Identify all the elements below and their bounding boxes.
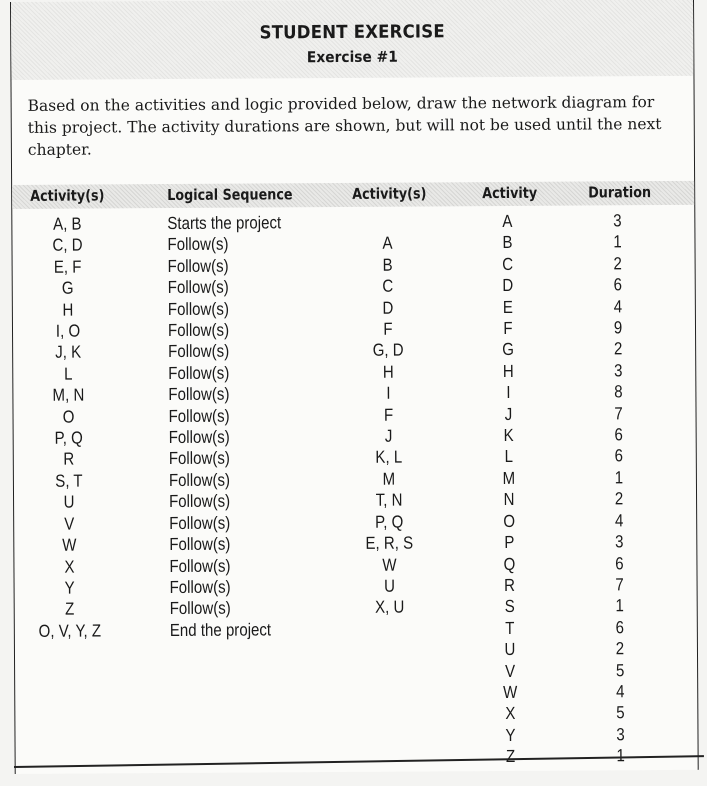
predecessor-cell: A: [382, 233, 393, 254]
activity-cell: D: [502, 275, 514, 296]
activity-cell: M: [502, 467, 516, 488]
activity-cell: W: [503, 681, 518, 702]
activity-cell: I: [506, 382, 511, 403]
predecessor-cell: K, L: [375, 447, 403, 468]
intro-paragraph: Based on the activities and logic provided below, draw the network diagram for this project. The activity durations are shown, but will not be used until the next chapter.: [27, 93, 662, 159]
duration-cell: 3: [616, 724, 625, 745]
logic-cell: End the project: [169, 619, 272, 640]
duration-cell: 1: [615, 595, 624, 616]
activity-cell: E: [502, 296, 513, 317]
exercise-header: [11, 0, 693, 80]
duration-cell: 1: [614, 467, 624, 488]
logic-cell: Follow(s): [169, 597, 231, 619]
activities-cell: M, N: [52, 384, 85, 405]
duration-cell: 4: [615, 681, 625, 702]
activities-cell: O, V, Y, Z: [38, 620, 102, 641]
duration-cell: 3: [614, 360, 623, 381]
logic-cell: Follow(s): [167, 255, 229, 276]
duration-cell: 6: [615, 616, 625, 638]
exercise-page: [10, 0, 699, 774]
predecessor-cell: J: [384, 425, 393, 446]
activities-cell: P, Q: [54, 427, 83, 448]
duration-cell: 7: [614, 402, 623, 423]
duration-column: [596, 210, 642, 767]
page-title: STUDENT EXERCISE: [259, 21, 445, 44]
predecessors-column: [344, 211, 432, 618]
duration-cell: 2: [613, 338, 623, 359]
predecessor-cell: F: [383, 318, 393, 339]
predecessor-cell: W: [382, 554, 397, 575]
activities-cell: V: [64, 513, 75, 534]
activities-cell: H: [62, 299, 74, 320]
activities-cell: Y: [64, 577, 75, 598]
logic-cell: Follow(s): [168, 448, 230, 469]
logic-cell: Follow(s): [169, 512, 231, 533]
activity-cell: Z: [505, 746, 516, 767]
duration-cell: 9: [613, 317, 623, 338]
logic-cell: Follow(s): [167, 319, 230, 341]
duration-cell: 1: [616, 745, 625, 766]
duration-cell: 2: [615, 638, 625, 659]
header-activity: Activity: [482, 183, 538, 203]
duration-cell: 1: [613, 231, 622, 252]
activities-column: [20, 213, 117, 642]
activities-cell: G: [61, 277, 74, 298]
activities-cell: C, D: [52, 234, 83, 256]
activity-cell: L: [504, 446, 514, 467]
activity-cell: V: [505, 660, 516, 681]
activity-cell: U: [504, 639, 516, 660]
duration-cell: 7: [615, 574, 624, 595]
logic-cell: Follow(s): [167, 276, 229, 298]
page-subtitle: Exercise #1: [306, 47, 398, 67]
activities-cell: R: [63, 449, 75, 470]
header-activities: Activity(s): [30, 186, 105, 205]
logic-cell: Follow(s): [169, 533, 231, 555]
activity-column: [477, 211, 541, 768]
activity-cell: T: [505, 617, 515, 638]
activities-cell: X: [64, 556, 75, 577]
duration-cell: 6: [614, 424, 623, 445]
duration-cell: 6: [614, 445, 624, 466]
duration-cell: 8: [614, 381, 623, 402]
duration-cell: 6: [613, 274, 622, 295]
activity-cell: X: [505, 703, 516, 724]
table-header-row: [12, 181, 694, 209]
activity-cell: Q: [503, 553, 516, 574]
duration-cell: 4: [614, 509, 624, 531]
activities-cell: U: [63, 491, 75, 512]
predecessor-cell: M: [382, 468, 396, 489]
activity-cell: C: [502, 253, 514, 274]
activities-cell: J, K: [55, 342, 82, 363]
activity-cell: S: [504, 596, 515, 617]
duration-cell: 3: [613, 210, 622, 231]
logic-cell: Follow(s): [169, 555, 231, 576]
logic-cell: Follow(s): [168, 362, 230, 383]
predecessor-cell: G, D: [372, 340, 404, 361]
duration-cell: 2: [613, 253, 622, 274]
logic-cell: Follow(s): [167, 234, 229, 255]
activities-cell: O: [62, 406, 75, 427]
predecessor-cell: B: [382, 254, 393, 275]
activity-cell: F: [503, 317, 513, 339]
logic-cell: Follow(s): [169, 576, 231, 597]
logic-cell: Follow(s): [168, 383, 230, 405]
duration-cell: 5: [615, 659, 625, 680]
activities-cell: L: [64, 363, 73, 384]
predecessor-cell: D: [382, 297, 394, 318]
predecessor-cell: F: [383, 404, 394, 425]
logic-cell: Follow(s): [168, 341, 230, 362]
header-logical-sequence: Logical Sequence: [167, 185, 293, 205]
header-predecessors: Activity(s): [352, 184, 427, 203]
activity-cell: K: [503, 424, 514, 446]
activity-cell: G: [502, 339, 515, 360]
activity-cell: N: [503, 489, 515, 510]
header-duration: Duration: [588, 183, 652, 202]
logic-cell: Follow(s): [167, 298, 229, 319]
activity-cell: R: [504, 574, 516, 595]
activities-cell: W: [62, 534, 77, 555]
logic-cell: Follow(s): [168, 490, 231, 512]
activities-cell: S, T: [55, 470, 83, 491]
activity-cell: Y: [505, 724, 516, 745]
activity-cell: O: [503, 510, 516, 531]
activities-cell: E, F: [53, 256, 82, 277]
predecessor-cell: I: [386, 382, 391, 403]
logic-cell: Follow(s): [168, 405, 230, 426]
activity-cell: H: [502, 360, 514, 381]
predecessor-cell: C: [382, 275, 394, 296]
activity-cell: J: [504, 403, 513, 424]
duration-cell: 4: [613, 295, 623, 316]
activity-cell: P: [504, 532, 515, 553]
predecessor-cell: H: [382, 361, 394, 382]
logic-cell: Starts the project: [167, 212, 282, 234]
logic-cell: Follow(s): [168, 426, 230, 448]
duration-cell: 2: [614, 488, 624, 509]
duration-cell: 3: [615, 531, 624, 552]
predecessor-cell: X, U: [374, 596, 405, 618]
duration-cell: 6: [615, 552, 624, 573]
predecessor-cell: P, Q: [375, 511, 404, 532]
predecessor-cell: T, N: [375, 489, 403, 511]
logical-sequence-column: [167, 212, 307, 641]
activity-cell: A: [502, 210, 513, 231]
logic-cell: Follow(s): [168, 469, 231, 490]
activities-cell: Z: [65, 598, 75, 619]
activity-cell: B: [502, 232, 513, 253]
predecessor-cell: U: [384, 575, 396, 596]
predecessor-cell: E, R, S: [365, 532, 414, 553]
duration-cell: 5: [616, 702, 625, 723]
activities-cell: I, O: [55, 320, 81, 341]
spacer: [344, 211, 430, 233]
activities-cell: A, B: [53, 213, 82, 234]
